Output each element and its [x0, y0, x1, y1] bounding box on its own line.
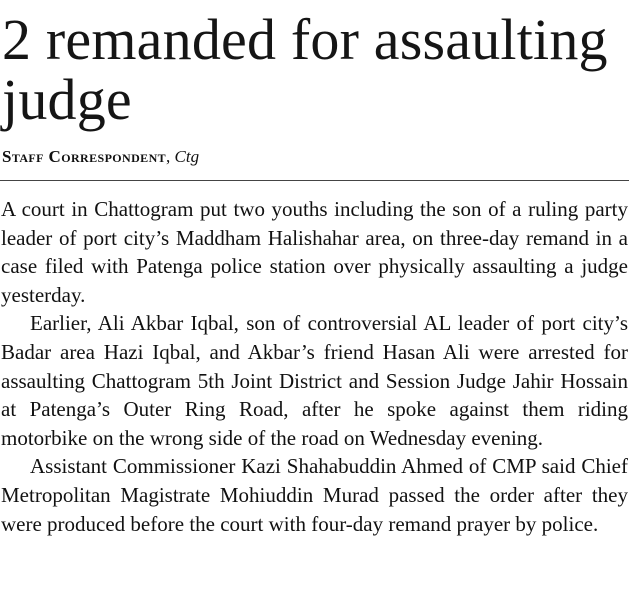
byline	[2, 146, 199, 168]
article-body	[1, 195, 628, 538]
headline: 2 remanded for assaulting judge	[2, 7, 608, 132]
article-paragraph: Earlier, Ali Akbar Iqbal, son of controversial AL leader of port city’s Badar area Hazi Iqbal, and Akbar’s friend Hasan Ali were arrested for assaulting Chattogram 5th Joint District and Session Judge Jahir Hossain at Patenga’s Outer Ring Road, after he spoke against them riding motorbike on the wrong side of the road on Wednesday evening.	[1, 311, 628, 450]
byline-location: Ctg	[174, 147, 200, 166]
byline-separator: ,	[166, 147, 175, 166]
article-paragraph: Assistant Commissioner Kazi Shahabuddin Ahmed of CMP said Chief Metropolitan Magistrate Mohiuddin Murad passed the order after they were produced before the court with four-day remand prayer by police.	[1, 454, 628, 536]
article-paragraph: A court in Chattogram put two youths including the son of a ruling party leader of port city’s Maddham Halishahar area, on three-day remand in a case filed with Patenga police station over physically assaulting a judge yesterday.	[1, 197, 628, 307]
byline-divider	[0, 180, 629, 181]
byline-author: Staff Correspondent	[2, 147, 167, 166]
